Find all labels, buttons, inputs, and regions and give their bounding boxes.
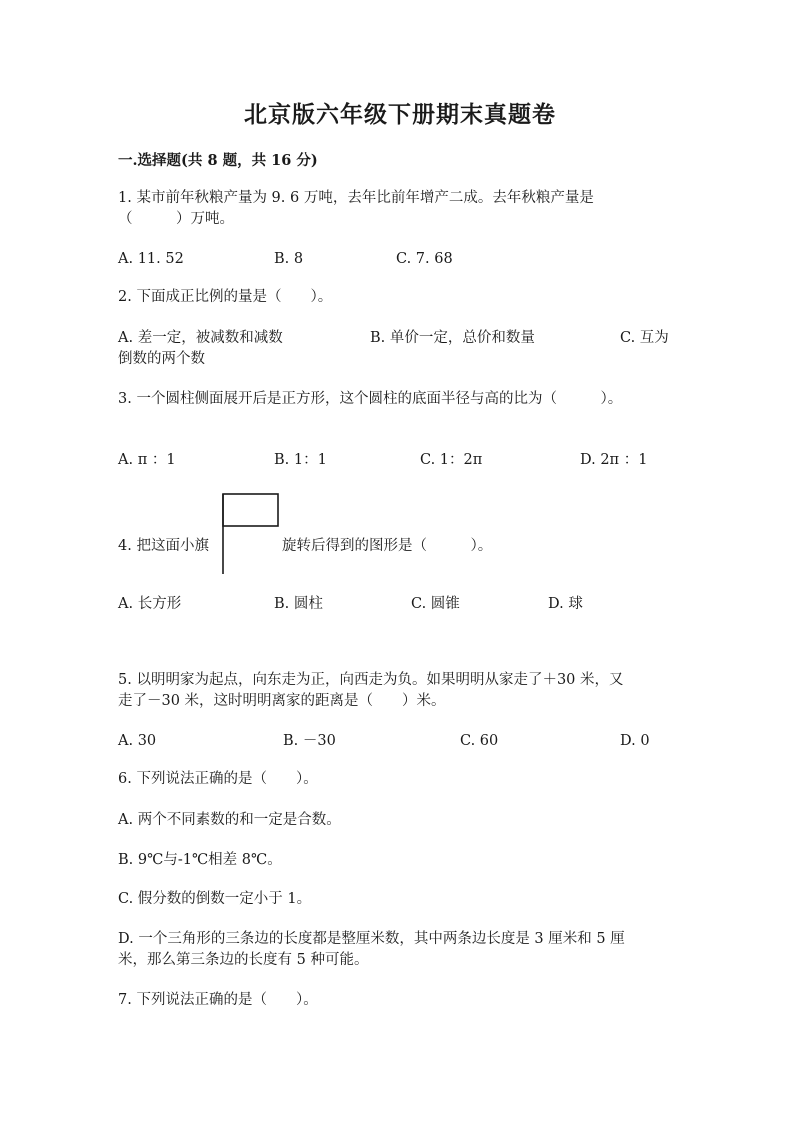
- question-4-option-c: C. 圆锥: [411, 596, 460, 612]
- question-5-option-d: D. 0: [620, 733, 650, 749]
- question-6-statement-c: C. 假分数的倒数一定小于 1。: [118, 891, 312, 907]
- question-3-option-d: D. 2π ：1: [580, 452, 648, 468]
- question-4-text: 4. 把这面小旗: [118, 538, 209, 554]
- question-1-text-cont: （ ）万吨。: [118, 211, 234, 227]
- question-6-text: 6. 下列说法正确的是（ ）。: [118, 771, 318, 787]
- question-7-text: 7. 下列说法正确的是（ ）。: [118, 992, 318, 1008]
- question-3-option-b: B. 1：1: [274, 452, 327, 468]
- question-5-text-cont: 走了－30 米，这时明明离家的距离是（ ）米。: [118, 693, 446, 709]
- question-6-statement-b: B. 9℃与-1℃相差 8℃。: [118, 852, 282, 868]
- question-6-statement-d: D. 一个三角形的三条边的长度都是整厘米数，其中两条边长度是 3 厘米和 5 厘: [118, 931, 625, 947]
- flag-figure: [221, 492, 281, 576]
- question-2-text: 2. 下面成正比例的量是（ ）。: [118, 289, 333, 305]
- question-2-option-a: A. 差一定，被减数和减数: [118, 330, 283, 346]
- question-5-option-b: B. －30: [283, 733, 336, 749]
- question-5-option-a: A. 30: [118, 733, 157, 749]
- question-6-statement-d-cont: 米，那么第三条边的长度有 5 种可能。: [118, 952, 369, 968]
- question-2-option-c: C. 互为: [620, 330, 669, 346]
- question-1-option-b: B. 8: [274, 251, 304, 267]
- question-2-option-c-cont: 倒数的两个数: [118, 351, 205, 367]
- question-5-text: 5. 以明明家为起点，向东走为正，向西走为负。如果明明从家走了＋30 米，又: [118, 672, 624, 688]
- question-3-option-a: A. π ：1: [118, 452, 176, 468]
- section-heading: 一.选择题(共 8 题，共 16 分): [118, 152, 318, 169]
- question-2-option-b: B. 单价一定，总价和数量: [370, 330, 535, 346]
- question-6-statement-a: A. 两个不同素数的和一定是合数。: [118, 812, 341, 828]
- question-3-option-c: C. 1：2π: [420, 452, 483, 468]
- question-4-text-after: 旋转后得到的图形是（ ）。: [282, 538, 493, 554]
- question-5-option-c: C. 60: [460, 733, 499, 749]
- question-1-text: 1. 某市前年秋粮产量为 9. 6 万吨，去年比前年增产二成。去年秋粮产量是: [118, 190, 594, 206]
- question-1-option-a: A. 11. 52: [118, 251, 184, 267]
- question-4-option-b: B. 圆柱: [274, 596, 323, 612]
- question-4-option-d: D. 球: [548, 596, 583, 612]
- question-1-option-c: C. 7. 68: [396, 251, 453, 267]
- page-title: 北京版六年级下册期末真题卷: [244, 101, 556, 128]
- question-4-option-a: A. 长方形: [118, 596, 182, 612]
- question-3-text: 3. 一个圆柱侧面展开后是正方形，这个圆柱的底面半径与高的比为（ ）。: [118, 391, 623, 407]
